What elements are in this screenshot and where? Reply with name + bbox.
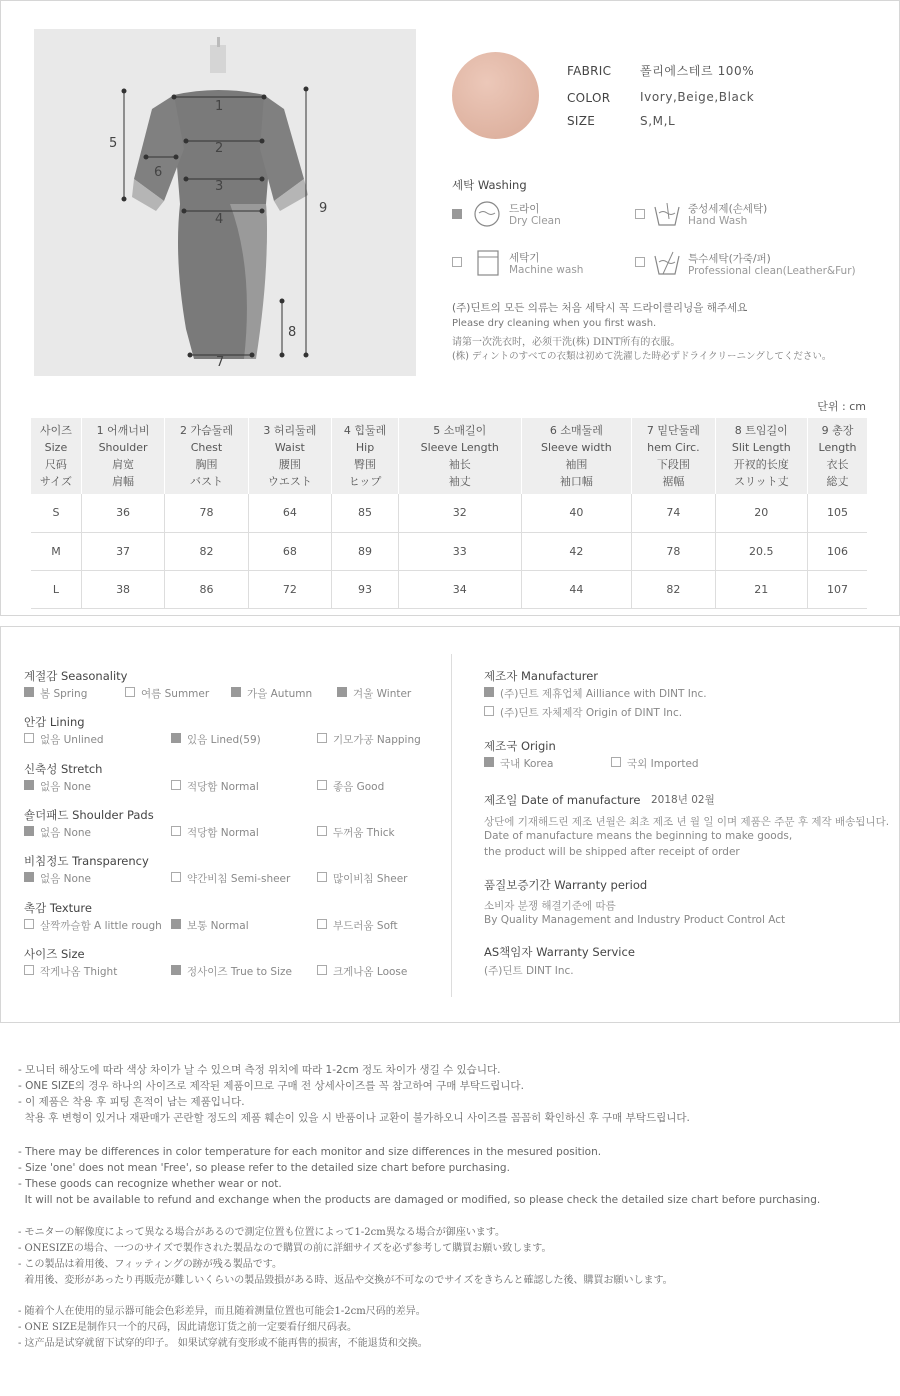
option-label: 살짝까슬함 A little rough xyxy=(40,920,162,932)
hand-wash-en: Hand Wash xyxy=(688,215,748,227)
size-table-header-cell xyxy=(715,418,807,494)
machine-wash-en: Machine wash xyxy=(509,264,584,276)
washing-note-ko: (주)딘트의 모든 의류는 처음 세탁시 꼭 드라이클리닝을 해주세요 xyxy=(452,302,748,314)
table-cell: 36 xyxy=(81,494,164,532)
footer-line: 착용 후 변형이 있거나 재판매가 곤란할 정도의 제품 훼손이 있을 시 반품이나 교환이 불가하오니 사이즈를 꼼꼼히 확인하신 후 구매 부탁드립니다. xyxy=(18,1112,690,1124)
attribute-option[interactable] xyxy=(24,779,91,794)
table-cell: 82 xyxy=(165,532,248,570)
machine-wash-checkbox[interactable] xyxy=(452,257,462,267)
option-checkbox[interactable] xyxy=(317,919,327,929)
option-label: 적당함 Normal xyxy=(187,781,259,793)
header-line: 衣长 xyxy=(826,458,849,471)
attribute-title: 신축성 Stretch xyxy=(24,762,103,776)
table-cell: 72 xyxy=(248,570,331,608)
header-line: 肩幅 xyxy=(112,475,135,488)
size-table-header-cell xyxy=(521,418,632,494)
attribute-option[interactable] xyxy=(171,779,259,794)
table-cell: 78 xyxy=(632,532,715,570)
attribute-option[interactable] xyxy=(317,871,407,886)
option-label: 없음 None xyxy=(40,781,92,793)
attribute-option[interactable] xyxy=(337,686,411,701)
header-line: Sleeve Length xyxy=(420,441,499,454)
option-label: 없음 None xyxy=(40,827,92,839)
size-table-header-cell xyxy=(399,418,521,494)
table-cell: 20 xyxy=(715,494,807,532)
table-cell: 105 xyxy=(808,494,867,532)
washing-note-zh: 请第一次洗衣时，必须干洗(株) DINT所有的衣服。 xyxy=(452,337,681,348)
header-line: Waist xyxy=(274,441,305,454)
header-line: Sleeve width xyxy=(541,441,612,454)
option-label: 많이비침 Sheer xyxy=(333,873,408,885)
attribute-title: 안감 Lining xyxy=(24,715,85,729)
option-label: 부드러움 Soft xyxy=(333,920,398,932)
option-checkbox[interactable] xyxy=(337,687,347,697)
manufacture-date-value: 2018년 02월 xyxy=(651,794,715,806)
header-line: 3 허리둘레 xyxy=(263,424,317,437)
footer-line: - ONE SIZE是制作只一个的尺码，因此请您订货之前一定要看仔细尺码表。 xyxy=(18,1322,358,1333)
option-checkbox[interactable] xyxy=(171,872,181,882)
header-line: 尺码 xyxy=(44,458,67,471)
table-cell: 74 xyxy=(632,494,715,532)
professional-clean-ko: 특수세탁(가죽/퍼) xyxy=(688,253,771,265)
size-value: S,M,L xyxy=(640,114,676,128)
professional-clean-en: Professional clean(Leather&Fur) xyxy=(688,265,856,277)
header-line: 袖长 xyxy=(448,458,471,471)
table-row xyxy=(31,570,867,608)
table-cell: 107 xyxy=(808,570,867,608)
measure-number-5: 5 xyxy=(109,136,118,151)
manufacture-date-title: 제조일 Date of manufacture xyxy=(484,793,641,807)
size-label: SIZE xyxy=(567,114,596,128)
footer-line: - 随着个人在使用的显示器可能会色彩差异，而且随着测量位置也可能会1-2cm尺码的差异。 xyxy=(18,1306,426,1317)
attribute-option[interactable] xyxy=(317,964,407,979)
dry-clean-checkbox[interactable] xyxy=(452,209,462,219)
attribute-option[interactable] xyxy=(171,964,292,979)
option-checkbox[interactable] xyxy=(317,733,327,743)
header-line: 1 어깨너비 xyxy=(96,424,150,437)
header-line: 下段围 xyxy=(656,458,690,471)
header-line: 开衩的长度 xyxy=(733,458,789,471)
unit-label: 단위 : cm xyxy=(817,400,866,413)
option-checkbox[interactable] xyxy=(231,687,241,697)
footer-line: - モニターの解像度によって異なる場合があるので測定位置も位置によって1-2cm異なる場合が御座います。 xyxy=(18,1227,505,1238)
header-line: hem Circ. xyxy=(647,441,700,454)
product-info-card xyxy=(0,0,900,616)
table-cell: 21 xyxy=(715,570,807,608)
attribute-option[interactable] xyxy=(317,779,384,794)
dress-measurement-figure xyxy=(34,29,416,376)
table-row xyxy=(31,532,867,570)
measure-number-1: 1 xyxy=(215,99,224,114)
header-line: 9 총장 xyxy=(821,424,854,437)
header-line: バスト xyxy=(189,475,223,488)
option-checkbox[interactable] xyxy=(24,872,34,882)
attribute-option[interactable] xyxy=(317,825,395,840)
footer-line: - There may be differences in color temperature for each monitor and size differences in the mesured position. xyxy=(18,1146,602,1158)
header-line: 裾幅 xyxy=(662,475,685,488)
table-cell: 34 xyxy=(399,570,521,608)
attribute-option[interactable] xyxy=(24,918,162,933)
header-line: 8 트임길이 xyxy=(734,424,788,437)
table-cell: 78 xyxy=(165,494,248,532)
option-checkbox[interactable] xyxy=(24,919,34,929)
mannequin-neck xyxy=(210,45,226,73)
footer-line: - 모니터 해상도에 따라 색상 차이가 날 수 있으며 측정 위치에 따라 1-2cm 정도 차이가 생길 수 있습니다. xyxy=(18,1064,501,1076)
hand-wash-ko: 중성세제(손세탁) xyxy=(688,203,768,215)
dry-clean-en: Dry Clean xyxy=(509,215,561,227)
footer-line: It will not be available to refund and exchange when the products are damaged or modified, so please check the detailed size chart before purchasing. xyxy=(18,1194,821,1206)
option-label: 봄 Spring xyxy=(40,688,88,700)
header-line: 総丈 xyxy=(826,475,849,488)
origin-option-imported[interactable]: 국외 Imported xyxy=(611,756,699,771)
table-cell: 86 xyxy=(165,570,248,608)
option-checkbox[interactable] xyxy=(171,733,181,743)
header-line: Size xyxy=(44,441,68,454)
header-line: 腰围 xyxy=(278,458,301,471)
header-line: 6 소매둘레 xyxy=(549,424,603,437)
washing-note-en: Please dry cleaning when you first wash. xyxy=(452,318,657,329)
manufacture-date-line-2: Date of manufacture means the beginning to make goods, xyxy=(484,830,793,842)
option-label: 있음 Lined(59) xyxy=(187,734,261,746)
table-cell: 42 xyxy=(521,532,632,570)
option-label: 두꺼움 Thick xyxy=(333,827,395,839)
option-checkbox[interactable] xyxy=(24,733,34,743)
origin-option-korea[interactable]: 국내 Korea xyxy=(484,756,553,771)
option-label: 약간비침 Semi-sheer xyxy=(187,873,291,885)
attribute-option[interactable] xyxy=(171,871,290,886)
header-line: 2 가슴둘레 xyxy=(179,424,233,437)
size-table-header-cell xyxy=(808,418,867,494)
footer-line: - ONESIZEの場合、一つのサイズで製作された製品なので購買の前に詳細サイズを必ず参考して購買お願い致します。 xyxy=(18,1243,552,1254)
warranty-line-1: 소비자 분쟁 해결기준에 따름 xyxy=(484,900,616,912)
attribute-title: 숄더패드 Shoulder Pads xyxy=(24,808,154,822)
table-cell: 64 xyxy=(248,494,331,532)
attribute-option[interactable] xyxy=(231,686,312,701)
as-service-title: AS책임자 Warranty Service xyxy=(484,945,635,959)
dry-clean-icon xyxy=(473,200,501,228)
attributes-divider xyxy=(451,654,452,997)
table-cell: 33 xyxy=(399,532,521,570)
fabric-label: FABRIC xyxy=(567,64,612,78)
table-cell: 89 xyxy=(332,532,399,570)
option-label: 적당함 Normal xyxy=(187,827,259,839)
hand-wash-checkbox[interactable] xyxy=(635,209,645,219)
attribute-option[interactable] xyxy=(171,825,259,840)
option-label: 없음 None xyxy=(40,873,92,885)
measure-number-8: 8 xyxy=(288,325,297,340)
attribute-option[interactable] xyxy=(171,918,249,933)
table-cell: 93 xyxy=(332,570,399,608)
attribute-option[interactable] xyxy=(125,686,209,701)
header-line: Chest xyxy=(190,441,223,454)
option-checkbox[interactable] xyxy=(24,687,34,697)
table-cell: L xyxy=(31,570,81,608)
option-checkbox[interactable] xyxy=(24,965,34,975)
table-cell: 38 xyxy=(81,570,164,608)
header-line: 4 힙둘레 xyxy=(343,424,387,437)
origin-title: 제조국 Origin xyxy=(484,739,556,753)
footer-line: - Size 'one' does not mean 'Free', so please refer to the detailed size chart before purchasing. xyxy=(18,1162,510,1174)
size-table-header-cell xyxy=(31,418,81,494)
washing-title: 세탁 Washing xyxy=(452,178,527,192)
size-table xyxy=(31,418,867,609)
option-label: 작게나옴 Thight xyxy=(40,966,118,978)
option-checkbox[interactable] xyxy=(317,965,327,975)
attribute-option[interactable] xyxy=(24,825,91,840)
option-checkbox[interactable] xyxy=(171,919,181,929)
option-checkbox[interactable] xyxy=(317,872,327,882)
option-checkbox[interactable] xyxy=(171,826,181,836)
attribute-option[interactable] xyxy=(24,732,104,747)
manufacturer-option-alliance[interactable]: (주)딘트 제휴업체 Ailliance with DINT Inc. xyxy=(484,686,707,701)
option-label: 없음 Unlined xyxy=(40,734,104,746)
option-label: 겨울 Winter xyxy=(353,688,412,700)
attribute-option[interactable] xyxy=(24,964,117,979)
header-line: Shoulder xyxy=(98,441,148,454)
header-line: 7 밑단둘레 xyxy=(646,424,700,437)
attribute-option[interactable] xyxy=(317,918,398,933)
footer-line: - この製品は着用後、フィッティングの跡が残る製品です。 xyxy=(18,1259,282,1270)
hand-wash-icon xyxy=(653,201,681,229)
header-line: 袖丈 xyxy=(448,475,471,488)
footer-line: 着用後、変形があったり再販売が難しいくらいの製品毀損がある時、返品や交換が不可なのでサイズをきちんと確認した後、購買お願いします。 xyxy=(18,1275,673,1286)
mannequin-stand xyxy=(217,37,220,47)
footer-line: - ONE SIZE의 경우 하나의 사이즈로 제작된 제품이므로 구매 전 상세사이즈를 꼭 참고하여 구매 부탁드립니다. xyxy=(18,1080,524,1092)
table-cell: 68 xyxy=(248,532,331,570)
table-cell: 40 xyxy=(521,494,632,532)
option-checkbox[interactable] xyxy=(24,780,34,790)
machine-wash-ko: 세탁기 xyxy=(509,252,540,264)
header-line: 袖口幅 xyxy=(559,475,593,488)
option-label: 크게나옴 Loose xyxy=(333,966,408,978)
as-service-value: (주)딘트 DINT Inc. xyxy=(484,965,574,977)
size-table-header-cell xyxy=(248,418,331,494)
measure-number-2: 2 xyxy=(215,141,224,156)
header-line: Slit Length xyxy=(731,441,791,454)
attribute-option[interactable] xyxy=(24,686,87,701)
header-line: 臀围 xyxy=(354,458,377,471)
manufacturer-title: 제조자 Manufacturer xyxy=(484,669,599,683)
attribute-title: 촉감 Texture xyxy=(24,901,92,915)
attribute-option[interactable] xyxy=(24,871,91,886)
header-line: Length xyxy=(818,441,857,454)
option-label: 여름 Summer xyxy=(141,688,210,700)
option-checkbox[interactable] xyxy=(125,687,135,697)
measure-number-6: 6 xyxy=(154,165,163,180)
table-cell: 32 xyxy=(399,494,521,532)
table-row xyxy=(31,494,867,532)
option-label: 좋음 Good xyxy=(333,781,385,793)
attribute-title: 계절감 Seasonality xyxy=(24,669,128,683)
header-line: サイズ xyxy=(39,475,72,488)
measure-number-3: 3 xyxy=(215,179,224,194)
table-cell: M xyxy=(31,532,81,570)
size-table-header-cell xyxy=(332,418,399,494)
measure-number-7: 7 xyxy=(216,355,225,370)
color-value: Ivory,Beige,Black xyxy=(640,90,755,104)
option-checkbox[interactable] xyxy=(24,826,34,836)
warranty-title: 품질보증기간 Warranty period xyxy=(484,878,648,892)
measure-number-4: 4 xyxy=(215,212,224,227)
washing-note-ja: (株) ディントのすべての衣類は初めて洗濯した時必ずドライクリーニングしてください。 xyxy=(452,351,832,362)
header-line: 사이즈 xyxy=(39,424,72,437)
table-cell: 106 xyxy=(808,532,867,570)
manufacturer-option-origin[interactable]: (주)딘트 자체제작 Origin of DINT Inc. xyxy=(484,705,682,720)
footer-line: - These goods can recognize whether wear or not. xyxy=(18,1178,282,1190)
table-cell: 44 xyxy=(521,570,632,608)
option-label: 가을 Autumn xyxy=(247,688,313,700)
table-cell: 20.5 xyxy=(715,532,807,570)
dry-clean-ko: 드라이 xyxy=(509,203,540,215)
option-checkbox[interactable] xyxy=(317,826,327,836)
attribute-option[interactable] xyxy=(171,732,261,747)
professional-clean-checkbox[interactable] xyxy=(635,257,645,267)
footer-line: - 이 제품은 착용 후 피팅 흔적이 남는 제품입니다. xyxy=(18,1096,245,1108)
attribute-option[interactable] xyxy=(317,732,421,747)
dress-illustration xyxy=(34,29,416,376)
size-table-header-cell xyxy=(81,418,164,494)
header-line: ヒップ xyxy=(348,475,382,488)
fabric-value: 폴리에스테르 100% xyxy=(640,64,755,78)
size-table-header xyxy=(31,418,867,494)
header-line: 袖围 xyxy=(565,458,588,471)
professional-clean-icon xyxy=(653,250,681,278)
color-label: COLOR xyxy=(567,91,611,105)
size-table-header-cell xyxy=(165,418,248,494)
header-line: ウエスト xyxy=(267,475,312,488)
size-table-header-cell xyxy=(632,418,715,494)
option-checkbox[interactable] xyxy=(317,780,327,790)
table-cell: S xyxy=(31,494,81,532)
option-label: 정사이즈 True to Size xyxy=(187,966,292,978)
warranty-line-2: By Quality Management and Industry Product Control Act xyxy=(484,914,786,926)
header-line: 5 소매길이 xyxy=(433,424,487,437)
option-label: 보통 Normal xyxy=(187,920,249,932)
option-checkbox[interactable] xyxy=(171,965,181,975)
header-line: 胸围 xyxy=(195,458,218,471)
table-cell: 37 xyxy=(81,532,164,570)
option-label: 기모가공 Napping xyxy=(333,734,421,746)
measure-number-9: 9 xyxy=(319,201,328,216)
manufacture-date-line-1: 상단에 기재해드린 제조 년월은 최초 제조 년 월 일 이며 제품은 주문 후 제작 배송됩니다. xyxy=(484,816,890,828)
header-line: Hip xyxy=(355,441,375,454)
manufacture-date-line-3: the product will be shipped after receipt of order xyxy=(484,846,740,858)
header-line: スリット丈 xyxy=(734,475,789,488)
attribute-title: 비침정도 Transparency xyxy=(24,854,149,868)
attribute-title: 사이즈 Size xyxy=(24,947,85,961)
table-cell: 85 xyxy=(332,494,399,532)
option-checkbox[interactable] xyxy=(171,780,181,790)
machine-wash-icon xyxy=(475,248,501,278)
header-line: 肩宽 xyxy=(112,458,135,471)
footer-line: - 这产品是试穿就留下试穿的印子。 如果试穿就有变形或不能再售的损害，不能退货和交换。 xyxy=(18,1338,428,1349)
table-cell: 82 xyxy=(632,570,715,608)
fabric-swatch xyxy=(452,52,539,139)
